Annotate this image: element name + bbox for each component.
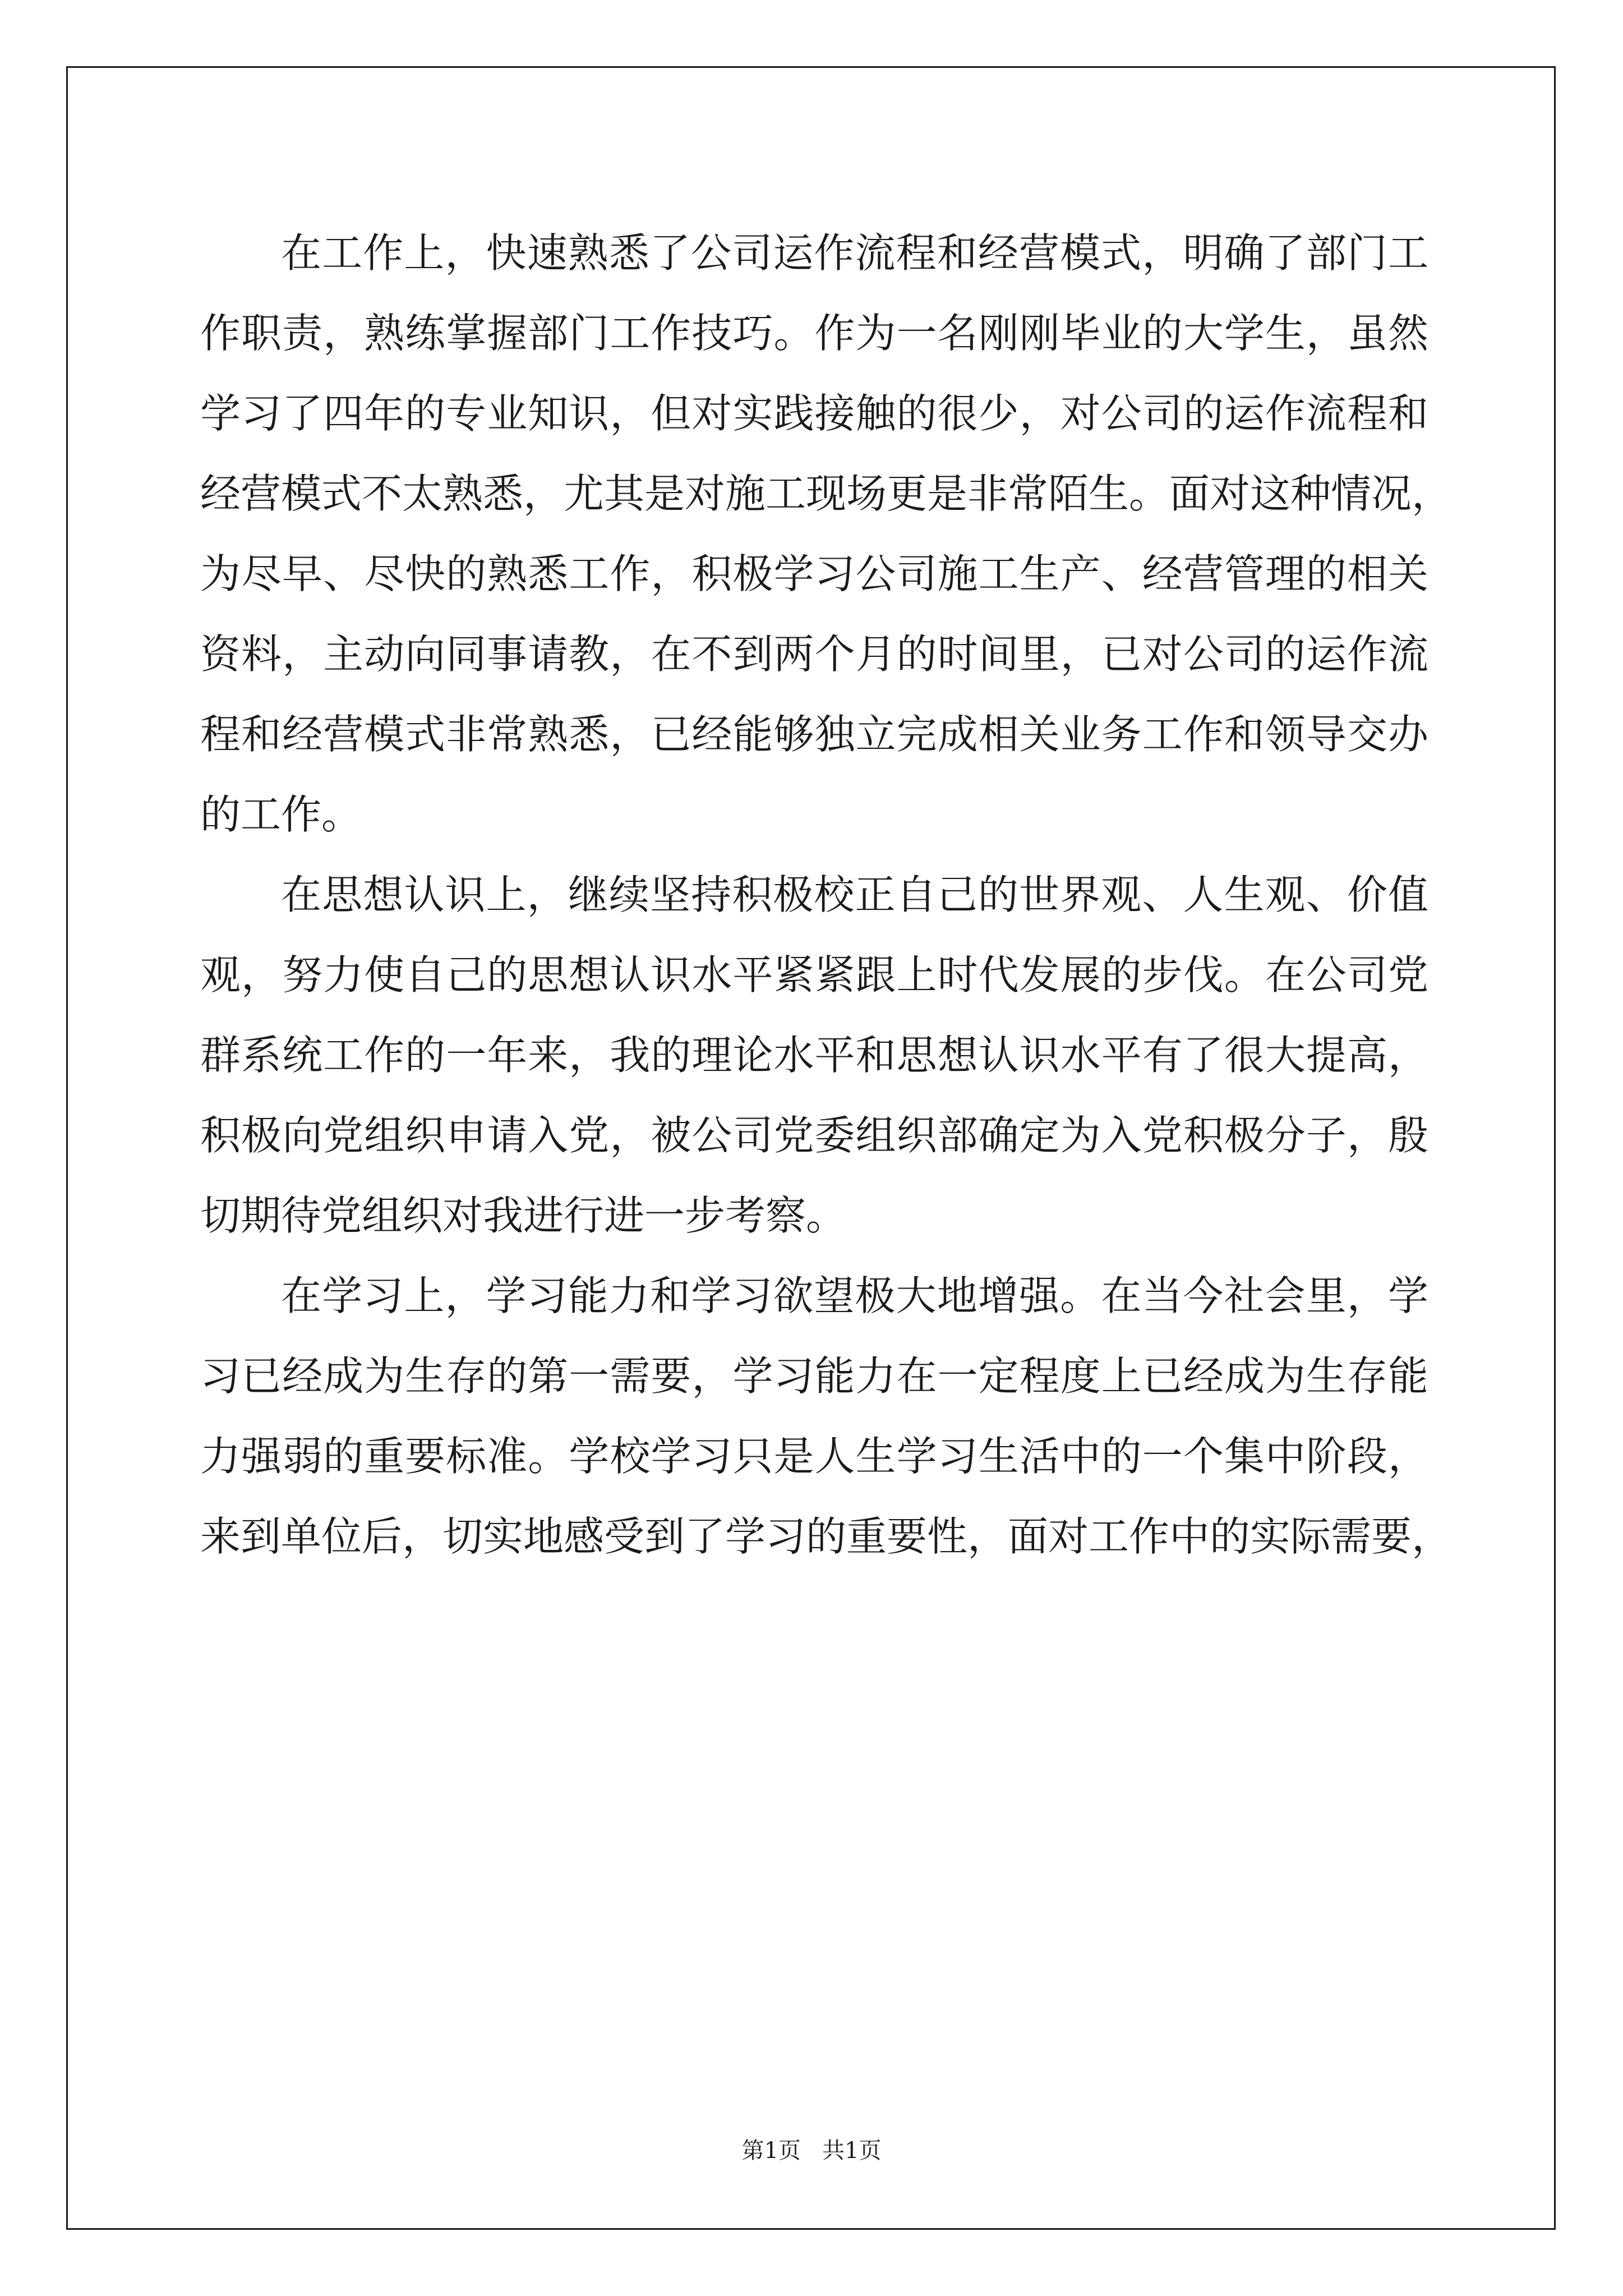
text-line: 力强弱的重要标准。学校学习只是人生学习生活中的一个集中阶段，: [200, 1433, 1428, 1480]
text-line: 切期待党组织对我进行进一步考察。: [200, 1192, 847, 1239]
text-line: 资料，主动向同事请教，在不到两个月的时间里，已对公司的运作流: [200, 631, 1428, 678]
text-line: 经营模式不太熟悉，尤其是对施工现场更是非常陌生。面对这种情况，: [200, 470, 1453, 517]
text-line: 的工作。: [200, 791, 362, 838]
document-body: [200, 213, 1453, 1577]
text-line: 积极向党组织申请入党，被公司党委组织部确定为入党积极分子，殷: [200, 1112, 1428, 1159]
text-line: 习已经成为生存的第一需要，学习能力在一定程度上已经成为生存能: [200, 1352, 1428, 1400]
page-footer: 第1页 共1页: [741, 2138, 882, 2164]
paragraph-study: [200, 1256, 1453, 1577]
text-line: 作职责，熟练掌握部门工作技巧。作为一名刚刚毕业的大学生，虽然: [200, 310, 1428, 357]
text-line: 在学习上，学习能力和学习欲望极大地增强。在当今社会里，学: [281, 1272, 1428, 1319]
text-line: 观，努力使自己的思想认识水平紧紧跟上时代发展的步伐。在公司党: [200, 951, 1428, 999]
text-line: 在工作上，快速熟悉了公司运作流程和经营模式，明确了部门工: [281, 229, 1428, 277]
text-line: 为尽早、尽快的熟悉工作，积极学习公司施工生产、经营管理的相关: [200, 550, 1428, 597]
text-line: 群系统工作的一年来，我的理论水平和思想认识水平有了很大提高，: [200, 1032, 1428, 1079]
text-line: 程和经营模式非常熟悉，已经能够独立完成相关业务工作和领导交办: [200, 711, 1428, 758]
paragraph-thought: [200, 855, 1428, 1256]
text-line: 学习了四年的专业知识，但对实践接触的很少，对公司的运作流程和: [200, 390, 1428, 437]
text-line: 在思想认识上，继续坚持积极校正自己的世界观、人生观、价值: [281, 871, 1428, 918]
paragraph-work: [200, 213, 1453, 855]
text-line: 来到单位后，切实地感受到了学习的重要性，面对工作中的实际需要，: [200, 1513, 1453, 1560]
